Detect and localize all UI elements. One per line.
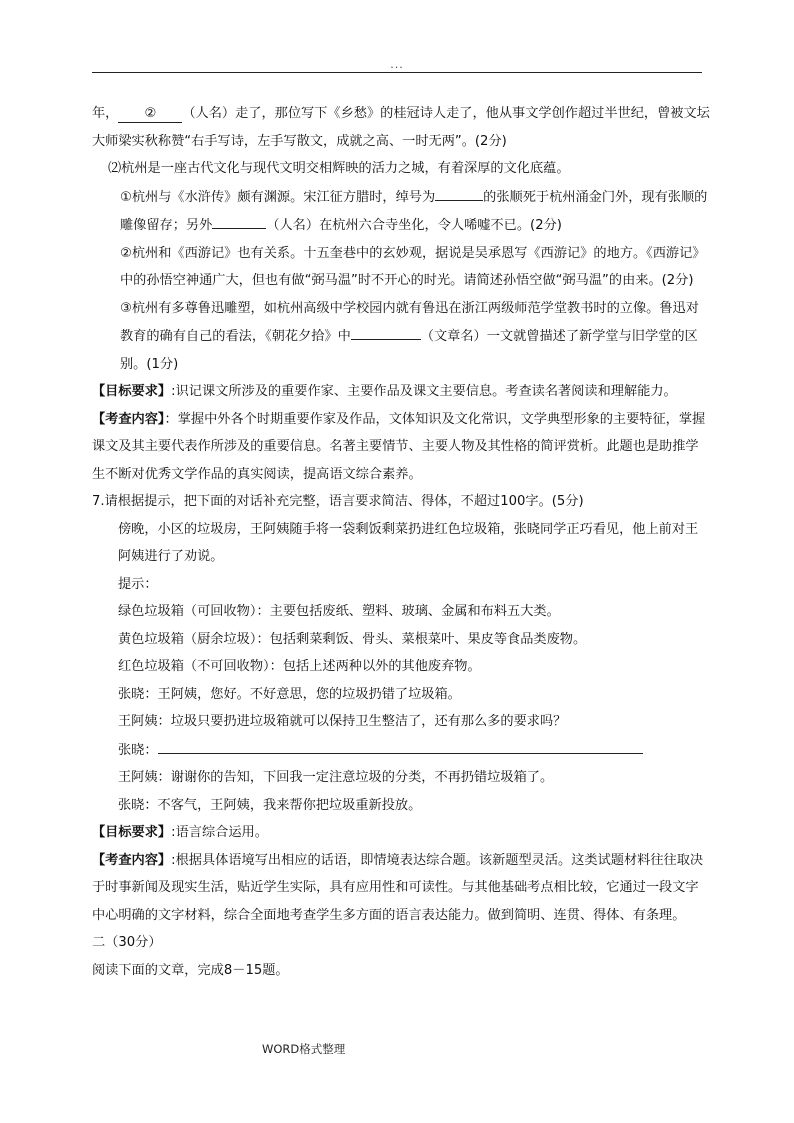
fill-blank-person[interactable]: [212, 211, 266, 229]
paragraph-text: 年，: [92, 106, 119, 121]
paragraph-text: 的张顺死于杭州涌金门外，现有张顺的雕像留存；另外: [120, 189, 708, 233]
dialogue-line-2: 王阿姨：垃圾只要扔进垃圾箱就可以保持卫生整洁了，还有那么多的要求吗？: [118, 714, 567, 729]
dialogue-line-3: [92, 736, 710, 765]
paragraph-text: ：掌握中外各个时期重要作家及作品，文体知识及文化常识，文学典型形象的主要特征，掌握课文及其主要代表作所涉及的重要信息。名著主要情节、主要人物及其性格的简评赏析。此题也是助推学生不断对优秀文学作品的真实阅读，提高语文综合素养。: [92, 411, 706, 482]
hint-red-bin: 红色垃圾箱（不可回收物）：包括上述两种以外的其他废弃物。: [118, 659, 481, 674]
target-requirement-2: [92, 819, 710, 847]
target-requirement-1: [92, 378, 710, 406]
exam-content-1: [92, 406, 710, 489]
question-7: 7.请根据提示，把下面的对话补充完整，语言要求简洁、得体，不超过100字。(5分): [92, 494, 584, 509]
paragraph-q6-2: ⑵杭州是一座古代文化与现代文明交相辉映的活力之城，有着深厚的文化底蕴。: [108, 161, 570, 176]
dialogue-line-1: 张晓：王阿姨，您好。不好意思，您的垃圾扔错了垃圾箱。: [118, 686, 461, 702]
page-footer: WORD格式整理: [262, 1042, 346, 1056]
exam-content-2: [92, 847, 710, 930]
paragraph-text: （文章名）一文就曾描述了新学堂与旧学堂的区别。(1分): [120, 329, 698, 372]
dialogue-line-5: 张晓：不客气，王阿姨，我来帮你把垃圾重新投放。: [118, 797, 422, 813]
paragraph-text: :识记课文所涉及的重要作家、主要作品及课文主要信息。考查读名著阅读和理解能力。: [171, 384, 677, 399]
section-2-intro: 阅读下面的文章，完成8－15题。: [92, 962, 289, 978]
answer-blank[interactable]: [158, 736, 643, 754]
fill-blank-nickname[interactable]: [435, 183, 483, 201]
header-rule: [92, 72, 702, 73]
page-header: ...: [390, 58, 404, 71]
question-7-intro: 傍晚，小区的垃圾房，王阿姨随手将一袋剩饭剩菜扔进红色垃圾箱，张晓同学正巧看见，他上前对王阿姨进行了劝说。: [118, 521, 699, 564]
paragraph-q6-2-2: ②杭州和《西游记》也有关系。十五奎巷中的玄妙观，据说是吴承恩写《西游记》的地方。《西游记》中的孙悟空神通广大，但也有做“弼马温”时不开心的时光。请简述孙悟空做“弼马温”的由来。(2分): [120, 245, 706, 288]
tag-label: 【考查内容】: [92, 411, 165, 427]
paragraph-text: （人名）走了，那位写下《乡愁》的桂冠诗人走了，他从事文学创作超过半世纪，曾被文坛大师梁实秋称赞“右手写诗，左手写散文，成就之高、一时无两”。(2分): [92, 106, 710, 149]
paragraph-text: ③杭州有多尊鲁迅雕塑，如杭州高级中学校园内就有鲁迅在浙江两级师范学堂教书时的立像。鲁迅对教育的确有自己的看法，《朝花夕拾》中: [120, 300, 699, 344]
fill-blank-2[interactable]: ②: [118, 105, 182, 123]
speaker-label: 张晓：: [118, 742, 158, 758]
paragraph-q6-2-1: [92, 183, 710, 240]
section-2-heading: 二（30分）: [92, 935, 162, 950]
paragraph-q6-1: [92, 100, 710, 155]
hint-yellow-bin: 黄色垃圾箱（厨余垃圾）：包括剩菜剩饭、骨头、菜根菜叶、果皮等食品类废物。: [118, 631, 587, 647]
document-body: [92, 100, 710, 984]
tag-label: 【目标要求】: [92, 384, 172, 399]
hint-title: 提示：: [118, 576, 158, 592]
paragraph-text: :根据具体语境写出相应的话语，即情境表达综合题。该新题型灵活。这类试题材料往往取决于时事新闻及现实生活，贴近学生实际，具有应用性和可读性。与其他基础考点相比较，它通过一段文字中心明确的文字材料，综合全面地考查学生多方面的语言表达能力。做到简明、连贯、得体、有条理。: [92, 852, 704, 923]
hint-green-bin: 绿色垃圾箱（可回收物）：主要包括废纸、塑料、玻璃、金属和布料五大类。: [118, 604, 560, 619]
fill-blank-article[interactable]: [351, 322, 421, 340]
dialogue-line-4: 王阿姨：谢谢你的告知，下回我一定注意垃圾的分类，不再扔错垃圾箱了。: [118, 770, 554, 785]
paragraph-q6-2-3: [92, 295, 710, 379]
paragraph-text: （人名）在杭州六合寺坐化，令人唏嘘不已。(2分): [266, 218, 562, 233]
paragraph-text: ①杭州与《水浒传》颇有渊源。宋江征方腊时，绰号为: [120, 189, 436, 205]
tag-label: 【目标要求】: [92, 825, 172, 840]
tag-label: 【考查内容】: [92, 852, 172, 868]
paragraph-text: :语言综合运用。: [171, 825, 268, 840]
